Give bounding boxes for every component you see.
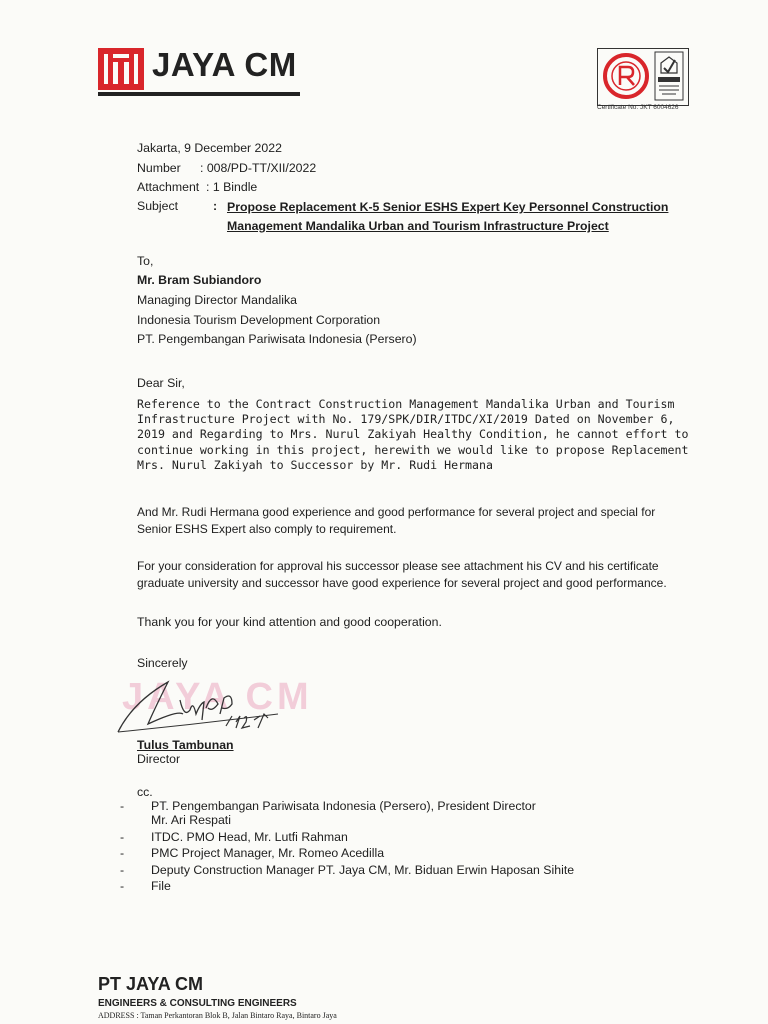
cc-item-3: PMC Project Manager, Mr. Romeo Acedilla (151, 846, 385, 860)
paragraph-2-line-1: And Mr. Rudi Hermana good experience and good performance for several project and special for (137, 505, 656, 519)
cc-item-4: Deputy Construction Manager PT. Jaya CM, Mr. Biduan Erwin Haposan Sihite (151, 863, 575, 877)
cc-item-2: ITDC. PMO Head, Mr. Lutfi Rahman (151, 830, 348, 844)
ukas-accreditation-icon (654, 51, 684, 101)
cc-label: cc. (137, 785, 153, 799)
place-date: Jakarta, 9 December 2022 (137, 141, 282, 155)
cc-item-1-continued: Mr. Ari Respati (151, 813, 231, 827)
registered-quality-icon (601, 51, 651, 101)
cc-item-1: PT. Pengembangan Pariwisata Indonesia (Persero), President Director (151, 799, 536, 813)
signatory-name: Tulus Tambunan (137, 738, 234, 752)
subject-separator: : (213, 199, 218, 213)
paragraph-3-line-2: graduate university and successor have good experience for several project and good performance. (137, 576, 667, 590)
recipient-line-2: Indonesia Tourism Development Corporation (137, 313, 381, 327)
paragraph-1-line-5: Mrs. Nurul Zakiyah to Successor by Mr. Rudi Hermana (137, 458, 493, 472)
recipient-line-1: Managing Director Mandalika (137, 293, 297, 307)
cc-bullet-3: - (120, 846, 125, 860)
attachment-label: Attachment (137, 180, 200, 194)
paragraph-1-line-2: Infrastructure Project with No. 179/SPK/DIR/ITDC/XI/2019 Dated on November 6, (137, 412, 675, 426)
recipient-to: To, (137, 254, 154, 268)
jaya-cm-logo-icon (98, 48, 144, 90)
company-stamp-watermark: JAYA CM (122, 676, 313, 718)
attachment-value: : 1 Bindle (206, 180, 258, 194)
subject-line-2: Management Mandalika Urban and Tourism Infrastructure Project (227, 219, 609, 233)
cc-item-5: File (151, 879, 171, 893)
footer-tagline: ENGINEERS & CONSULTING ENGINEERS (98, 998, 297, 1009)
cc-bullet-5: - (120, 879, 125, 893)
paragraph-2-line-2: Senior ESHS Expert also comply to requirement. (137, 522, 397, 536)
subject-line-1: Propose Replacement K-5 Senior ESHS Expert Key Personnel Construction (227, 200, 669, 214)
cc-bullet-2: - (120, 830, 125, 844)
cc-bullet-4: - (120, 863, 125, 877)
company-logo-text: JAYA CM (152, 46, 297, 83)
footer-company-name: PT JAYA CM (98, 974, 204, 994)
recipient-line-3: PT. Pengembangan Pariwisata Indonesia (Persero) (137, 332, 417, 346)
recipient-name: Mr. Bram Subiandoro (137, 273, 262, 287)
subject-label: Subject (137, 199, 179, 213)
signatory-title: Director (137, 752, 181, 766)
paragraph-1-line-3: 2019 and Regarding to Mrs. Nurul Zakiyah Healthy Condition, he cannot effort to (137, 427, 689, 441)
paragraph-1-line-4: continue working in this project, herewith we would like to propose Replacement (137, 443, 689, 457)
number-label: Number (137, 161, 181, 175)
cc-bullet-1: - (120, 799, 125, 813)
paragraph-4: Thank you for your kind attention and good cooperation. (137, 615, 442, 629)
footer-address: ADDRESS : Taman Perkantoran Blok B, Jalan Bintaro Raya, Bintaro Jaya (98, 1011, 337, 1020)
handwritten-signature-icon (108, 662, 288, 742)
logo-underline (98, 92, 300, 96)
salutation: Dear Sir, (137, 376, 185, 390)
number-value: : 008/PD-TT/XII/2022 (200, 161, 317, 175)
paragraph-3-line-1: For your consideration for approval his successor please see attachment his CV and his certificate (137, 559, 659, 573)
certificate-number: Certificate No. JKT 6004626 (597, 104, 679, 111)
closing-sincerely: Sincerely (137, 656, 188, 670)
paragraph-1-line-1: Reference to the Contract Construction Management Mandalika Urban and Tourism (137, 397, 675, 411)
